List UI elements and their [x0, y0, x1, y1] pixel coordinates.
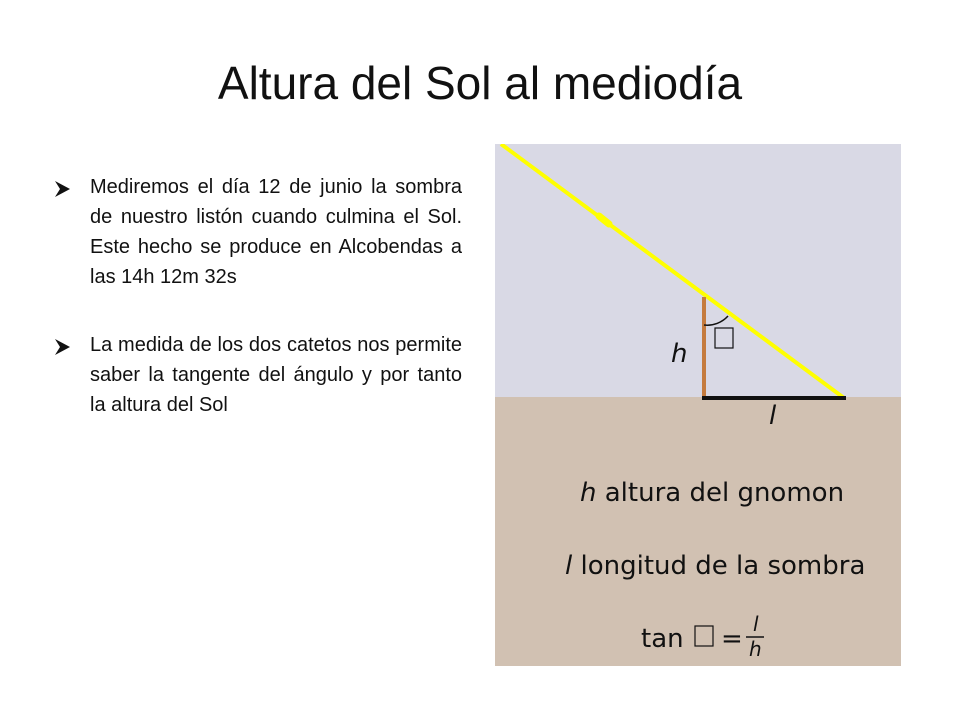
- bullet-text-1: Mediremos el día 12 de junio la sombra de nuestro listón cuando culmina el Sol. Este hecho se produce en Alcobendas a las 14h 12m 32s: [90, 176, 462, 288]
- legend-line-2: [565, 551, 865, 581]
- bullet-text-2: La medida de los dos catetos nos permite saber la tangente del ángulo y por tanto la altura del Sol: [90, 334, 462, 416]
- bullet-arrow-icon: [54, 172, 90, 198]
- label-l: l: [769, 401, 777, 431]
- sky-area: [495, 144, 901, 397]
- legend-line-1: [580, 478, 844, 508]
- formula-left: tan: [641, 624, 684, 654]
- bullet-item-1: [54, 172, 462, 292]
- fraction-denominator: h: [749, 637, 762, 661]
- bullet-list: [54, 172, 462, 458]
- fraction-numerator: l: [753, 612, 759, 636]
- arrow-bullet-icon: [54, 180, 72, 198]
- formula-equals: =: [721, 624, 743, 654]
- arrow-bullet-icon: [54, 338, 72, 356]
- bullet-arrow-icon: [54, 330, 90, 356]
- slide-title: Altura del Sol al mediodía: [217, 57, 743, 109]
- label-h: h: [671, 339, 688, 369]
- legend-var-l: l: [565, 551, 573, 581]
- legend-var-h: h: [580, 478, 597, 508]
- sun-height-diagram: [495, 144, 901, 666]
- diagram-svg: [495, 144, 901, 666]
- legend-text-l: longitud de la sombra: [580, 551, 866, 581]
- bullet-item-2: [54, 330, 462, 420]
- legend-text-h: altura del gnomon: [604, 478, 845, 508]
